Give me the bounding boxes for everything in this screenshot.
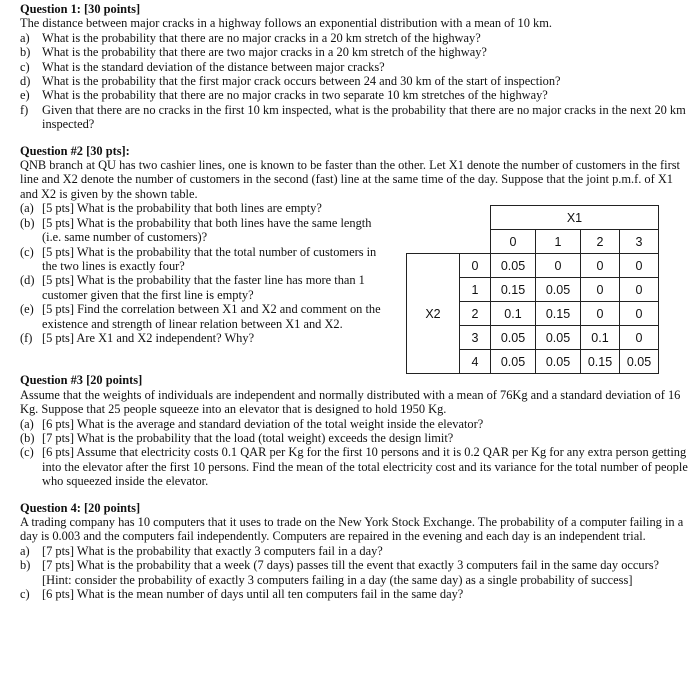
question-2-intro: QNB branch at QU has two cashier lines, one is known to be faster than the other. Let X1 denote the number of customers in the first line and X2 denote the number of customers in the second (fast) line at the same time of the day. Suppose that the joint p.m.f. of X1 and X2 is given by the shown table.: [20, 158, 680, 201]
table-cell: 0: [581, 254, 620, 278]
question-2-body: [20, 201, 690, 369]
table-row: [407, 254, 659, 278]
question-1-item: c) What is the standard deviation of the distance between major cracks?: [20, 59, 385, 74]
question-4-item: a) [7 pts] What is the probability that exactly 3 computers fail in a day?: [20, 543, 383, 558]
question-1-item: a) What is the probability that there are no major cracks in a 20 km stretch of the highway?: [20, 30, 481, 45]
question-2-item: (e) [5 pts] Find the correlation between X1 and X2 and comment on the existence and strength of linear relation between X1 and X2.: [20, 302, 381, 331]
table-cell: 0: [536, 254, 581, 278]
column-header: 1: [536, 230, 581, 254]
question-1-item: d) What is the probability that the first major crack occurs between 24 and 30 km of the start of inspection?: [20, 74, 561, 89]
table-cell: 0.1: [491, 302, 536, 326]
question-3-intro: Assume that the weights of individuals are independent and normally distributed with a mean of 76Kg and a standard deviation of 16 Kg. Suppose that 25 people squeeze into an elevator that is designed to hold 1950 Kg.: [20, 387, 681, 417]
question-2-item: (a) [5 pts] What is the probability that both lines are empty?: [20, 201, 322, 216]
question-2-title: Question #2 [30 pts]:: [20, 143, 130, 158]
table-cell: 0.05: [536, 278, 581, 302]
question-4-item: b) [7 pts] What is the probability that a week (7 days) passes till the event that exactly 3 computers fail in the same day occurs? [Hint: consider the probability of exactly 3 computers failing in a day (the same day) as a single probability of success]: [20, 558, 660, 587]
question-1-item: f) Given that there are no cracks in the first 10 km inspected, what is the probability that there are no major cracks in the next 20 km inspected?: [20, 102, 686, 132]
question-2-item: (d) [5 pts] What is the probability that the faster line has more than 1 customer given that the first line is empty?: [20, 273, 365, 302]
question-3: [20, 373, 690, 488]
question-2-item: (c) [5 pts] What is the probability that the total number of customers in the two lines is exactly four?: [20, 244, 377, 273]
table-cell: 0: [581, 278, 620, 302]
question-2-item: (f) [5 pts] Are X1 and X2 independent? Why?: [20, 330, 255, 345]
question-2: [20, 143, 690, 369]
question-1: [20, 2, 690, 132]
table-cell: 0.05: [620, 350, 659, 374]
row-label: 4: [460, 350, 491, 374]
question-1-intro: The distance between major cracks in a highway follows an exponential distribution with a mean of 10 km.: [20, 16, 552, 31]
question-3-title: Question #3 [20 points]: [20, 373, 143, 388]
table-cell: 0.05: [536, 350, 581, 374]
row-variable-label: X2: [407, 254, 460, 374]
table-cell: 0: [620, 326, 659, 350]
joint-pmf-table: [406, 205, 659, 374]
table-cell: 0.05: [536, 326, 581, 350]
question-3-item: (b) [7 pts] What is the probability that the load (total weight) exceeds the design limit?: [20, 430, 454, 445]
question-2-items: [20, 201, 392, 345]
row-label: 0: [460, 254, 491, 278]
question-4-title: Question 4: [20 points]: [20, 500, 141, 515]
table-cell: 0.15: [581, 350, 620, 374]
table-cell: 0.1: [581, 326, 620, 350]
table-cell: 0.05: [491, 326, 536, 350]
question-4-item: c) [6 pts] What is the mean number of days until all ten computers fail in the same day?: [20, 587, 464, 602]
table-cell: 0: [620, 254, 659, 278]
table-cell: 0.15: [491, 278, 536, 302]
question-1-item: e) What is the probability that there are no major cracks in two separate 10 km stretches of the highway?: [20, 88, 548, 103]
column-header: 3: [620, 230, 659, 254]
question-3-item: (a) [6 pts] What is the average and standard deviation of the total weight inside the elevator?: [20, 416, 484, 431]
column-header: 0: [491, 230, 536, 254]
question-4-intro: A trading company has 10 computers that it uses to trade on the New York Stock Exchange. The probability of a computer failing in a day is 0.003 and the computers fail independently. Computers are repaired in the evening and each day is an independent trial.: [20, 515, 684, 544]
row-label: 1: [460, 278, 491, 302]
table-cell: 0.05: [491, 350, 536, 374]
question-3-item: (c) [6 pts] Assume that electricity costs 0.1 QAR per Kg for the first 10 persons and it is 0.2 QAR per Kg for any extra person getting into the elevator after the first 10 persons. Find the mean of the total electricity cost and its variance for the total number of people who squeezed inside the elevator.: [20, 445, 688, 489]
row-label: 3: [460, 326, 491, 350]
row-label: 2: [460, 302, 491, 326]
table-cell: 0: [581, 302, 620, 326]
table-cell: 0: [620, 278, 659, 302]
column-header: 2: [581, 230, 620, 254]
table-cell: 0: [620, 302, 659, 326]
question-1-item: b) What is the probability that there are two major cracks in a 20 km stretch of the highway?: [20, 45, 487, 60]
table-cell: 0.15: [536, 302, 581, 326]
column-variable-label: X1: [491, 206, 659, 230]
question-4: [20, 501, 690, 602]
table-cell: 0.05: [491, 254, 536, 278]
question-2-item: (b) [5 pts] What is the probability that both lines have the same length (i.e. same number of customers)?: [20, 215, 372, 245]
question-1-title: Question 1: [30 points]: [20, 2, 141, 16]
